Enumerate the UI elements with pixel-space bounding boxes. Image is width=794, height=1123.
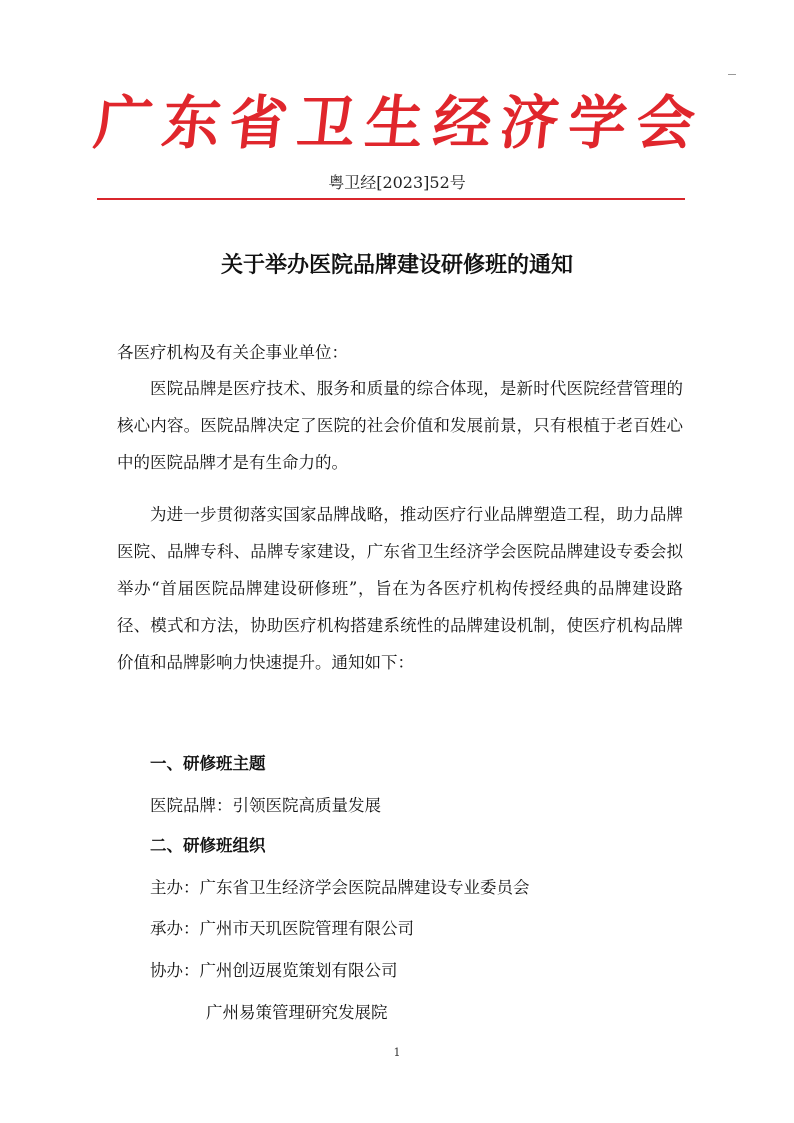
masthead-char: 会 <box>632 89 698 157</box>
masthead-char: 生 <box>361 89 428 157</box>
paragraph-text: 医院品牌是医疗技术、服务和质量的综合体现，是新时代医院经营管理的核心内容。医院品牌决定了医院的社会价值和发展前景，只有根植于老百姓心中的医院品牌才是有生命力的。 <box>117 379 683 472</box>
corner-mark <box>728 74 736 75</box>
masthead-char: 济 <box>497 89 563 157</box>
red-divider <box>97 198 685 200</box>
co-organizer-line: 协办：广州创迈展览策划有限公司 <box>150 961 398 980</box>
undertaker-line: 承办：广州市天玑医院管理有限公司 <box>150 919 414 938</box>
document-number: 粤卫经[2023]52号 <box>328 173 466 192</box>
masthead-title <box>90 78 698 158</box>
document-title: 关于举办医院品牌建设研修班的通知 <box>220 252 573 278</box>
paragraph-intro <box>117 370 683 481</box>
paragraph-purpose <box>117 496 683 681</box>
masthead-char: 经 <box>429 89 495 157</box>
section-heading-organization: 二、研修班组织 <box>150 836 266 855</box>
masthead-char: 学 <box>565 89 631 157</box>
co-organizer-line-2: 广州易策管理研究发展院 <box>206 1003 388 1022</box>
section-theme-content: 医院品牌：引领医院高质量发展 <box>150 796 381 815</box>
organizer-line: 主办：广东省卫生经济学会医院品牌建设专业委员会 <box>150 878 530 897</box>
page-number: 1 <box>393 1046 401 1059</box>
masthead-char: 东 <box>158 89 224 157</box>
masthead-char: 省 <box>226 89 292 157</box>
masthead-char: 广 <box>90 89 157 157</box>
salutation: 各医疗机构及有关企事业单位： <box>117 343 348 362</box>
section-heading-theme: 一、研修班主题 <box>150 754 266 773</box>
masthead-char: 卫 <box>294 89 360 157</box>
paragraph-text: 为进一步贯彻落实国家品牌战略，推动医疗行业品牌塑造工程，助力品牌医院、品牌专科、品牌专家建设，广东省卫生经济学会医院品牌建设专委会拟举办“首届医院品牌建设研修班”，旨在为各医疗机构传授经典的品牌建设路径、模式和方法，协助医疗机构搭建系统性的品牌建设机制，使医疗机构品牌价值和品牌影响力快速提升。通知如下： <box>117 505 683 672</box>
